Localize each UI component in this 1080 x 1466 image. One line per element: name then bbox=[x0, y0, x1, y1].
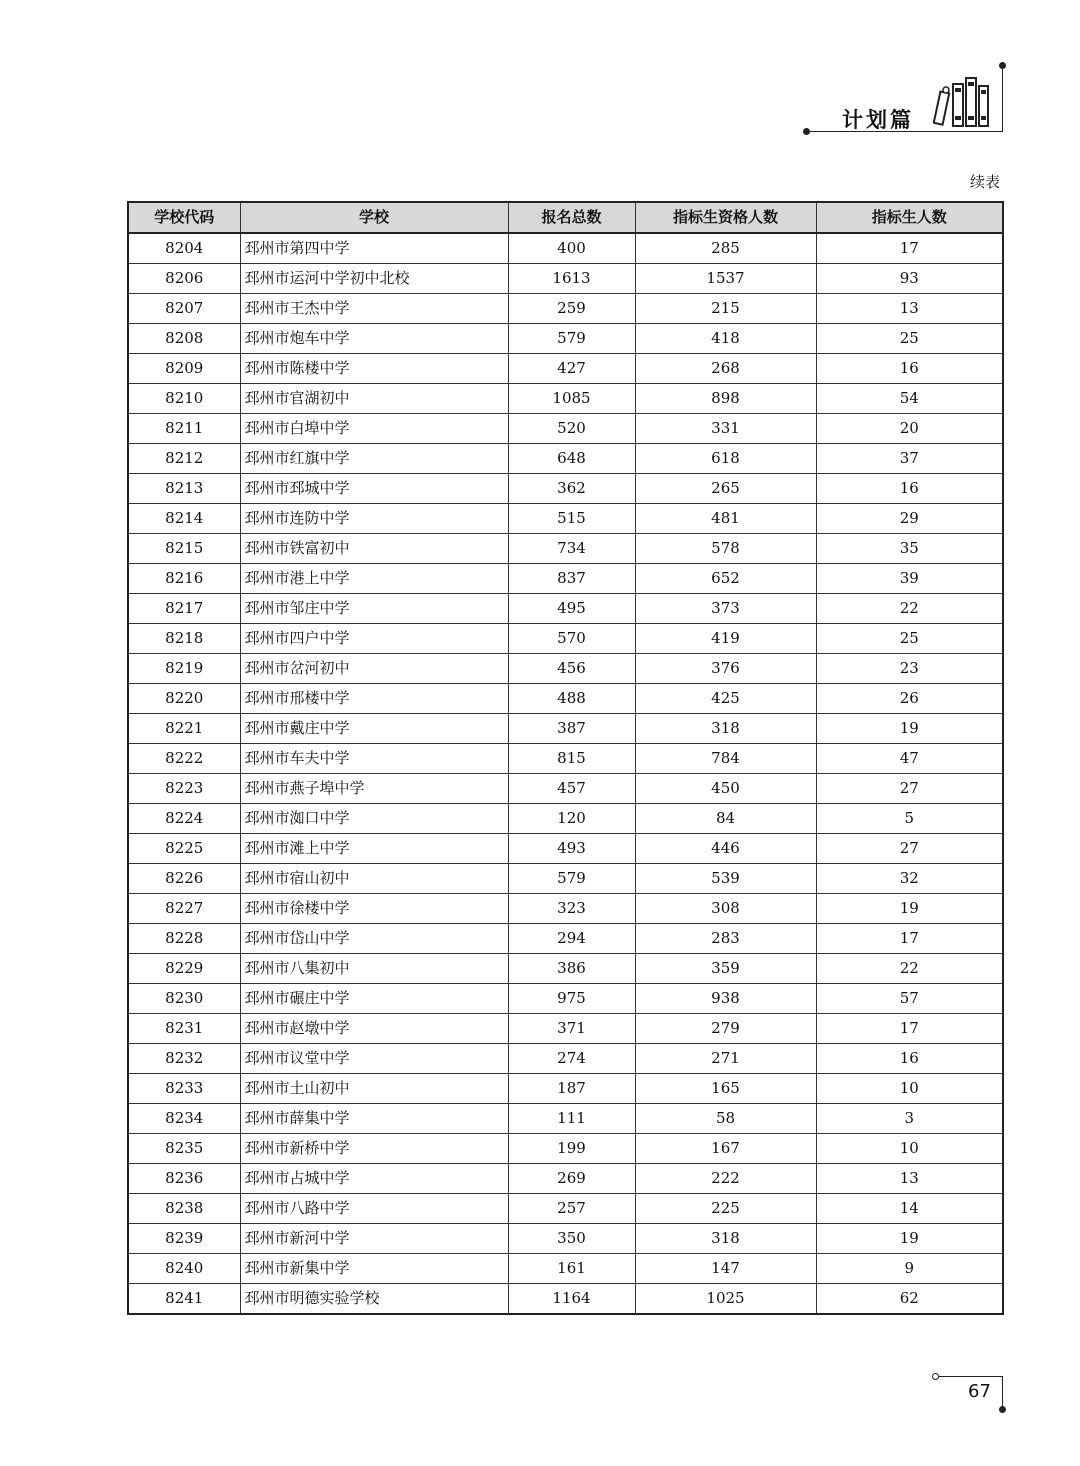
footer-dot-bottom bbox=[999, 1406, 1006, 1413]
table-row bbox=[128, 924, 1003, 954]
school-code: 8218 bbox=[128, 624, 240, 654]
table-row bbox=[128, 594, 1003, 624]
applicants-total: 734 bbox=[508, 534, 635, 564]
school-name: 邳州市赵墩中学 bbox=[240, 1014, 508, 1044]
table-row bbox=[128, 624, 1003, 654]
eligible-count: 318 bbox=[635, 1224, 816, 1254]
table-row bbox=[128, 1044, 1003, 1074]
footer-rule bbox=[936, 1376, 1002, 1377]
eligible-header: 指标生资格人数 bbox=[635, 202, 816, 233]
applicants-total: 387 bbox=[508, 714, 635, 744]
school-code: 8207 bbox=[128, 294, 240, 324]
eligible-count: 539 bbox=[635, 864, 816, 894]
applicants-total: 199 bbox=[508, 1134, 635, 1164]
table-row bbox=[128, 474, 1003, 504]
eligible-count: 425 bbox=[635, 684, 816, 714]
eligible-count: 938 bbox=[635, 984, 816, 1014]
table-row bbox=[128, 354, 1003, 384]
table-row bbox=[128, 444, 1003, 474]
applicants-total: 400 bbox=[508, 233, 635, 264]
eligible-count: 331 bbox=[635, 414, 816, 444]
school-code: 8228 bbox=[128, 924, 240, 954]
school-name: 邳州市八集初中 bbox=[240, 954, 508, 984]
eligible-count: 376 bbox=[635, 654, 816, 684]
page-number: 67 bbox=[968, 1381, 991, 1402]
quota-count: 26 bbox=[816, 684, 1003, 714]
quota-count: 17 bbox=[816, 233, 1003, 264]
school-name: 邳州市新桥中学 bbox=[240, 1134, 508, 1164]
school-name: 邳州市洳口中学 bbox=[240, 804, 508, 834]
quota-count: 25 bbox=[816, 324, 1003, 354]
quota-count: 35 bbox=[816, 534, 1003, 564]
applicants-total: 1085 bbox=[508, 384, 635, 414]
school-code: 8234 bbox=[128, 1104, 240, 1134]
applicants-total: 456 bbox=[508, 654, 635, 684]
quota-count: 5 bbox=[816, 804, 1003, 834]
applicants-total: 386 bbox=[508, 954, 635, 984]
table-row bbox=[128, 1104, 1003, 1134]
eligible-count: 84 bbox=[635, 804, 816, 834]
applicants-total: 294 bbox=[508, 924, 635, 954]
eligible-count: 167 bbox=[635, 1134, 816, 1164]
school-name: 邳州市薛集中学 bbox=[240, 1104, 508, 1134]
school-code: 8226 bbox=[128, 864, 240, 894]
school-name: 邳州市新河中学 bbox=[240, 1224, 508, 1254]
eligible-count: 268 bbox=[635, 354, 816, 384]
eligible-count: 271 bbox=[635, 1044, 816, 1074]
school-code: 8206 bbox=[128, 264, 240, 294]
school-code: 8214 bbox=[128, 504, 240, 534]
table-row bbox=[128, 1284, 1003, 1315]
school-name: 邳州市陈楼中学 bbox=[240, 354, 508, 384]
school-code: 8222 bbox=[128, 744, 240, 774]
applicants-total: 1613 bbox=[508, 264, 635, 294]
applicants-total: 815 bbox=[508, 744, 635, 774]
table-row bbox=[128, 1254, 1003, 1284]
table-row bbox=[128, 324, 1003, 354]
table-row bbox=[128, 233, 1003, 264]
eligible-count: 58 bbox=[635, 1104, 816, 1134]
table-row bbox=[128, 774, 1003, 804]
table-row bbox=[128, 1194, 1003, 1224]
applicants-total: 187 bbox=[508, 1074, 635, 1104]
school-code: 8215 bbox=[128, 534, 240, 564]
quota-count: 54 bbox=[816, 384, 1003, 414]
school-name: 邳州市土山初中 bbox=[240, 1074, 508, 1104]
quota-count: 27 bbox=[816, 774, 1003, 804]
quota-count: 16 bbox=[816, 474, 1003, 504]
quota-count: 37 bbox=[816, 444, 1003, 474]
table-row bbox=[128, 744, 1003, 774]
school-code: 8219 bbox=[128, 654, 240, 684]
quota-count: 19 bbox=[816, 894, 1003, 924]
eligible-count: 618 bbox=[635, 444, 816, 474]
eligible-count: 1537 bbox=[635, 264, 816, 294]
eligible-count: 285 bbox=[635, 233, 816, 264]
applicants-total: 520 bbox=[508, 414, 635, 444]
applicants-total: 488 bbox=[508, 684, 635, 714]
school-code: 8233 bbox=[128, 1074, 240, 1104]
table-row bbox=[128, 1224, 1003, 1254]
table-row bbox=[128, 1014, 1003, 1044]
school-name: 邳州市岔河初中 bbox=[240, 654, 508, 684]
quota-count: 19 bbox=[816, 714, 1003, 744]
applicants-total: 579 bbox=[508, 324, 635, 354]
school-name: 邳州市四户中学 bbox=[240, 624, 508, 654]
school-name: 邳州市岱山中学 bbox=[240, 924, 508, 954]
quota-count: 22 bbox=[816, 594, 1003, 624]
school-code: 8210 bbox=[128, 384, 240, 414]
quota-header: 指标生人数 bbox=[816, 202, 1003, 233]
applicants-total: 274 bbox=[508, 1044, 635, 1074]
quota-count: 29 bbox=[816, 504, 1003, 534]
quota-count: 17 bbox=[816, 1014, 1003, 1044]
quota-count: 16 bbox=[816, 1044, 1003, 1074]
eligible-count: 359 bbox=[635, 954, 816, 984]
quota-count: 32 bbox=[816, 864, 1003, 894]
applicants-total: 495 bbox=[508, 594, 635, 624]
school-code: 8217 bbox=[128, 594, 240, 624]
quota-count: 14 bbox=[816, 1194, 1003, 1224]
school-name-header: 学校 bbox=[240, 202, 508, 233]
applicants-total: 259 bbox=[508, 294, 635, 324]
eligible-count: 283 bbox=[635, 924, 816, 954]
school-code: 8213 bbox=[128, 474, 240, 504]
table-row bbox=[128, 684, 1003, 714]
school-name: 邳州市邢楼中学 bbox=[240, 684, 508, 714]
quota-count: 19 bbox=[816, 1224, 1003, 1254]
school-code: 8224 bbox=[128, 804, 240, 834]
school-code: 8212 bbox=[128, 444, 240, 474]
applicants-total: 362 bbox=[508, 474, 635, 504]
school-code-header: 学校代码 bbox=[128, 202, 240, 233]
school-name: 邳州市宿山初中 bbox=[240, 864, 508, 894]
table-header-row bbox=[128, 202, 1003, 233]
table-row bbox=[128, 1134, 1003, 1164]
school-name: 邳州市车夫中学 bbox=[240, 744, 508, 774]
quota-count: 20 bbox=[816, 414, 1003, 444]
quota-count: 13 bbox=[816, 1164, 1003, 1194]
eligible-count: 419 bbox=[635, 624, 816, 654]
applicants-total: 371 bbox=[508, 1014, 635, 1044]
eligible-count: 418 bbox=[635, 324, 816, 354]
table-row bbox=[128, 564, 1003, 594]
applicants-total: 257 bbox=[508, 1194, 635, 1224]
eligible-count: 652 bbox=[635, 564, 816, 594]
quota-count: 27 bbox=[816, 834, 1003, 864]
quota-count: 10 bbox=[816, 1074, 1003, 1104]
applicants-total: 837 bbox=[508, 564, 635, 594]
applicants-total: 579 bbox=[508, 864, 635, 894]
quota-count: 3 bbox=[816, 1104, 1003, 1134]
applicants-total: 648 bbox=[508, 444, 635, 474]
school-code: 8225 bbox=[128, 834, 240, 864]
table-row bbox=[128, 414, 1003, 444]
header-dot-left bbox=[803, 128, 810, 135]
applicants-total: 350 bbox=[508, 1224, 635, 1254]
table-row bbox=[128, 294, 1003, 324]
applicants-total: 120 bbox=[508, 804, 635, 834]
table-row bbox=[128, 384, 1003, 414]
applicants-total: 427 bbox=[508, 354, 635, 384]
table-row bbox=[128, 264, 1003, 294]
applicants-total: 457 bbox=[508, 774, 635, 804]
quota-count: 23 bbox=[816, 654, 1003, 684]
footer-rule-vertical bbox=[1002, 1376, 1003, 1410]
school-code: 8211 bbox=[128, 414, 240, 444]
school-code: 8223 bbox=[128, 774, 240, 804]
school-code: 8227 bbox=[128, 894, 240, 924]
table-row bbox=[128, 1074, 1003, 1104]
quota-count: 10 bbox=[816, 1134, 1003, 1164]
quota-count: 25 bbox=[816, 624, 1003, 654]
school-code: 8232 bbox=[128, 1044, 240, 1074]
table-row bbox=[128, 1164, 1003, 1194]
table-body bbox=[128, 233, 1003, 1314]
applicants-total: 323 bbox=[508, 894, 635, 924]
eligible-count: 481 bbox=[635, 504, 816, 534]
applicants-header: 报名总数 bbox=[508, 202, 635, 233]
quota-count: 9 bbox=[816, 1254, 1003, 1284]
eligible-count: 578 bbox=[635, 534, 816, 564]
eligible-count: 265 bbox=[635, 474, 816, 504]
school-code: 8220 bbox=[128, 684, 240, 714]
eligible-count: 279 bbox=[635, 1014, 816, 1044]
school-code: 8235 bbox=[128, 1134, 240, 1164]
school-code: 8204 bbox=[128, 233, 240, 264]
eligible-count: 898 bbox=[635, 384, 816, 414]
eligible-count: 373 bbox=[635, 594, 816, 624]
schools-table bbox=[127, 201, 1004, 1315]
eligible-count: 147 bbox=[635, 1254, 816, 1284]
applicants-total: 975 bbox=[508, 984, 635, 1014]
eligible-count: 1025 bbox=[635, 1284, 816, 1315]
eligible-count: 308 bbox=[635, 894, 816, 924]
applicants-total: 1164 bbox=[508, 1284, 635, 1315]
school-code: 8236 bbox=[128, 1164, 240, 1194]
table-row bbox=[128, 654, 1003, 684]
school-code: 8231 bbox=[128, 1014, 240, 1044]
applicants-total: 493 bbox=[508, 834, 635, 864]
school-name: 邳州市邹庄中学 bbox=[240, 594, 508, 624]
school-name: 邳州市议堂中学 bbox=[240, 1044, 508, 1074]
table-row bbox=[128, 894, 1003, 924]
quota-count: 22 bbox=[816, 954, 1003, 984]
eligible-count: 446 bbox=[635, 834, 816, 864]
header-dot-top bbox=[999, 62, 1006, 69]
quota-count: 13 bbox=[816, 294, 1003, 324]
school-code: 8240 bbox=[128, 1254, 240, 1284]
section-title: 计划篇 bbox=[842, 107, 914, 132]
eligible-count: 215 bbox=[635, 294, 816, 324]
continued-label: 续表 bbox=[970, 173, 1001, 191]
school-name: 邳州市红旗中学 bbox=[240, 444, 508, 474]
applicants-total: 111 bbox=[508, 1104, 635, 1134]
table-row bbox=[128, 984, 1003, 1014]
school-code: 8209 bbox=[128, 354, 240, 384]
school-code: 8221 bbox=[128, 714, 240, 744]
school-code: 8239 bbox=[128, 1224, 240, 1254]
school-name: 邳州市八路中学 bbox=[240, 1194, 508, 1224]
eligible-count: 784 bbox=[635, 744, 816, 774]
eligible-count: 318 bbox=[635, 714, 816, 744]
school-name: 邳州市王杰中学 bbox=[240, 294, 508, 324]
school-name: 邳州市明德实验学校 bbox=[240, 1284, 508, 1315]
school-code: 8208 bbox=[128, 324, 240, 354]
quota-count: 17 bbox=[816, 924, 1003, 954]
table-row bbox=[128, 864, 1003, 894]
table-row bbox=[128, 504, 1003, 534]
school-name: 邳州市滩上中学 bbox=[240, 834, 508, 864]
quota-count: 16 bbox=[816, 354, 1003, 384]
books-icon bbox=[933, 72, 993, 130]
school-name: 邳州市徐楼中学 bbox=[240, 894, 508, 924]
applicants-total: 161 bbox=[508, 1254, 635, 1284]
school-name: 邳州市戴庄中学 bbox=[240, 714, 508, 744]
table-row bbox=[128, 954, 1003, 984]
school-name: 邳州市燕子埠中学 bbox=[240, 774, 508, 804]
school-name: 邳州市官湖初中 bbox=[240, 384, 508, 414]
school-code: 8229 bbox=[128, 954, 240, 984]
school-code: 8216 bbox=[128, 564, 240, 594]
quota-count: 39 bbox=[816, 564, 1003, 594]
school-name: 邳州市第四中学 bbox=[240, 233, 508, 264]
quota-count: 57 bbox=[816, 984, 1003, 1014]
applicants-total: 515 bbox=[508, 504, 635, 534]
table-row bbox=[128, 534, 1003, 564]
applicants-total: 269 bbox=[508, 1164, 635, 1194]
eligible-count: 165 bbox=[635, 1074, 816, 1104]
school-code: 8241 bbox=[128, 1284, 240, 1315]
school-name: 邳州市白埠中学 bbox=[240, 414, 508, 444]
school-name: 邳州市新集中学 bbox=[240, 1254, 508, 1284]
quota-count: 93 bbox=[816, 264, 1003, 294]
school-name: 邳州市港上中学 bbox=[240, 564, 508, 594]
school-name: 邳州市占城中学 bbox=[240, 1164, 508, 1194]
header-rule-vertical bbox=[1002, 66, 1003, 132]
school-name: 邳州市邳城中学 bbox=[240, 474, 508, 504]
quota-count: 47 bbox=[816, 744, 1003, 774]
applicants-total: 570 bbox=[508, 624, 635, 654]
eligible-count: 222 bbox=[635, 1164, 816, 1194]
eligible-count: 450 bbox=[635, 774, 816, 804]
school-name: 邳州市铁富初中 bbox=[240, 534, 508, 564]
school-name: 邳州市运河中学初中北校 bbox=[240, 264, 508, 294]
school-name: 邳州市炮车中学 bbox=[240, 324, 508, 354]
school-code: 8230 bbox=[128, 984, 240, 1014]
school-name: 邳州市连防中学 bbox=[240, 504, 508, 534]
quota-count: 62 bbox=[816, 1284, 1003, 1315]
footer-dot-left bbox=[932, 1373, 939, 1380]
table-row bbox=[128, 834, 1003, 864]
table-row bbox=[128, 804, 1003, 834]
school-name: 邳州市碾庄中学 bbox=[240, 984, 508, 1014]
eligible-count: 225 bbox=[635, 1194, 816, 1224]
school-code: 8238 bbox=[128, 1194, 240, 1224]
table-row bbox=[128, 714, 1003, 744]
